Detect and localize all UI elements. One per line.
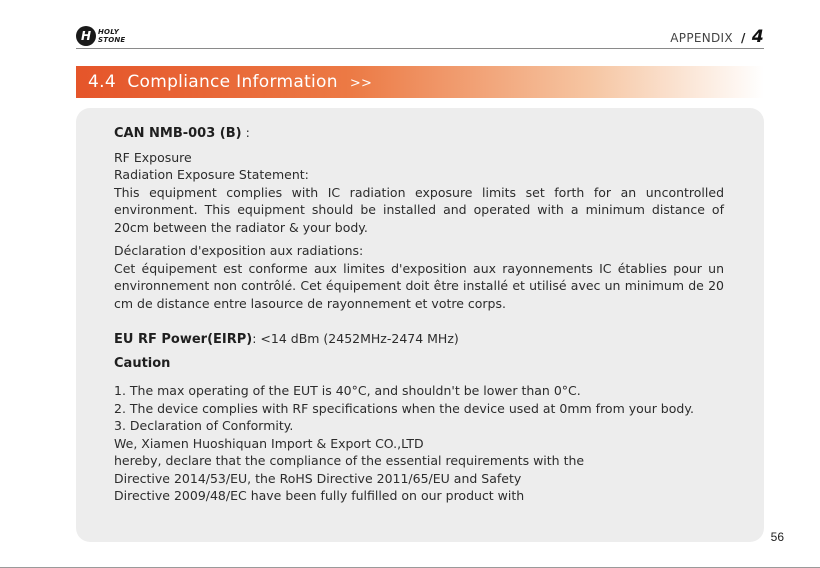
eu-rf-power-value: : <14 dBm (2452MHz-2474 MHz) bbox=[252, 331, 459, 346]
section-banner bbox=[76, 66, 764, 98]
doc-line-declare: hereby, declare that the compliance of the essential requirements with the bbox=[114, 453, 585, 468]
logo-wordmark: HOLY STONE bbox=[98, 28, 126, 44]
eu-rf-power-line bbox=[114, 330, 724, 349]
can-heading-line bbox=[114, 124, 724, 143]
statement-title: Radiation Exposure Statement: bbox=[114, 167, 309, 182]
section-title bbox=[88, 66, 372, 98]
section-title-text: Compliance Information bbox=[127, 72, 338, 92]
doc-line-directive: Directive 2014/53/EU, the RoHS Directive 2011/65/EU and Safety bbox=[114, 470, 522, 486]
section-arrows: >> bbox=[349, 76, 373, 91]
caution-item-2: 2. The device complies with RF specifications when the device used at 0mm from your body. bbox=[114, 400, 694, 416]
doc-line-company: We, Xiamen Huoshiquan Import & Export CO.,LTD bbox=[114, 435, 424, 451]
chapter-number: 4 bbox=[751, 27, 764, 47]
section-number: 4.4 bbox=[88, 72, 116, 92]
doc-line-fulfilled: Directive 2009/48/EC have been fully fulfilled on our product with bbox=[114, 488, 525, 503]
logo-badge-icon: H bbox=[76, 26, 96, 46]
appendix-label: APPENDIX bbox=[670, 31, 733, 45]
page-number: 56 bbox=[770, 530, 784, 544]
brand-logo bbox=[76, 26, 132, 48]
caution-heading: Caution bbox=[114, 355, 171, 371]
statement-fr: Cet équipement est conforme aux limites d'exposition aux rayonnements IC établies pour un environnement non contrôlé. Cet équipement doit être installé et utilisé avec un minimum de 20 cm de distance entre lasource de rayonnement et votre corps. bbox=[114, 260, 724, 311]
header-slash: / bbox=[741, 31, 746, 45]
can-heading-suffix: : bbox=[241, 125, 250, 140]
header-divider bbox=[76, 48, 764, 49]
statement-en: This equipment complies with IC radiation exposure limits set forth for an uncontrolled environment. This equipment should be installed and operated with a minimum distance of 20cm between the radiator & your body. bbox=[114, 184, 724, 235]
caution-item-3: 3. Declaration of Conformity. bbox=[114, 418, 294, 433]
running-header bbox=[670, 27, 764, 47]
caution-item-1: 1. The max operating of the EUT is 40°C, and shouldn't be lower than 0°C. bbox=[114, 383, 581, 398]
rf-exposure-title: RF Exposure bbox=[114, 149, 192, 165]
declaration-title-fr: Déclaration d'exposition aux radiations: bbox=[114, 243, 364, 258]
compliance-content bbox=[114, 124, 724, 505]
eu-rf-power-label: EU RF Power(EIRP) bbox=[114, 332, 253, 347]
can-heading: CAN NMB-003 (B) bbox=[114, 126, 242, 141]
